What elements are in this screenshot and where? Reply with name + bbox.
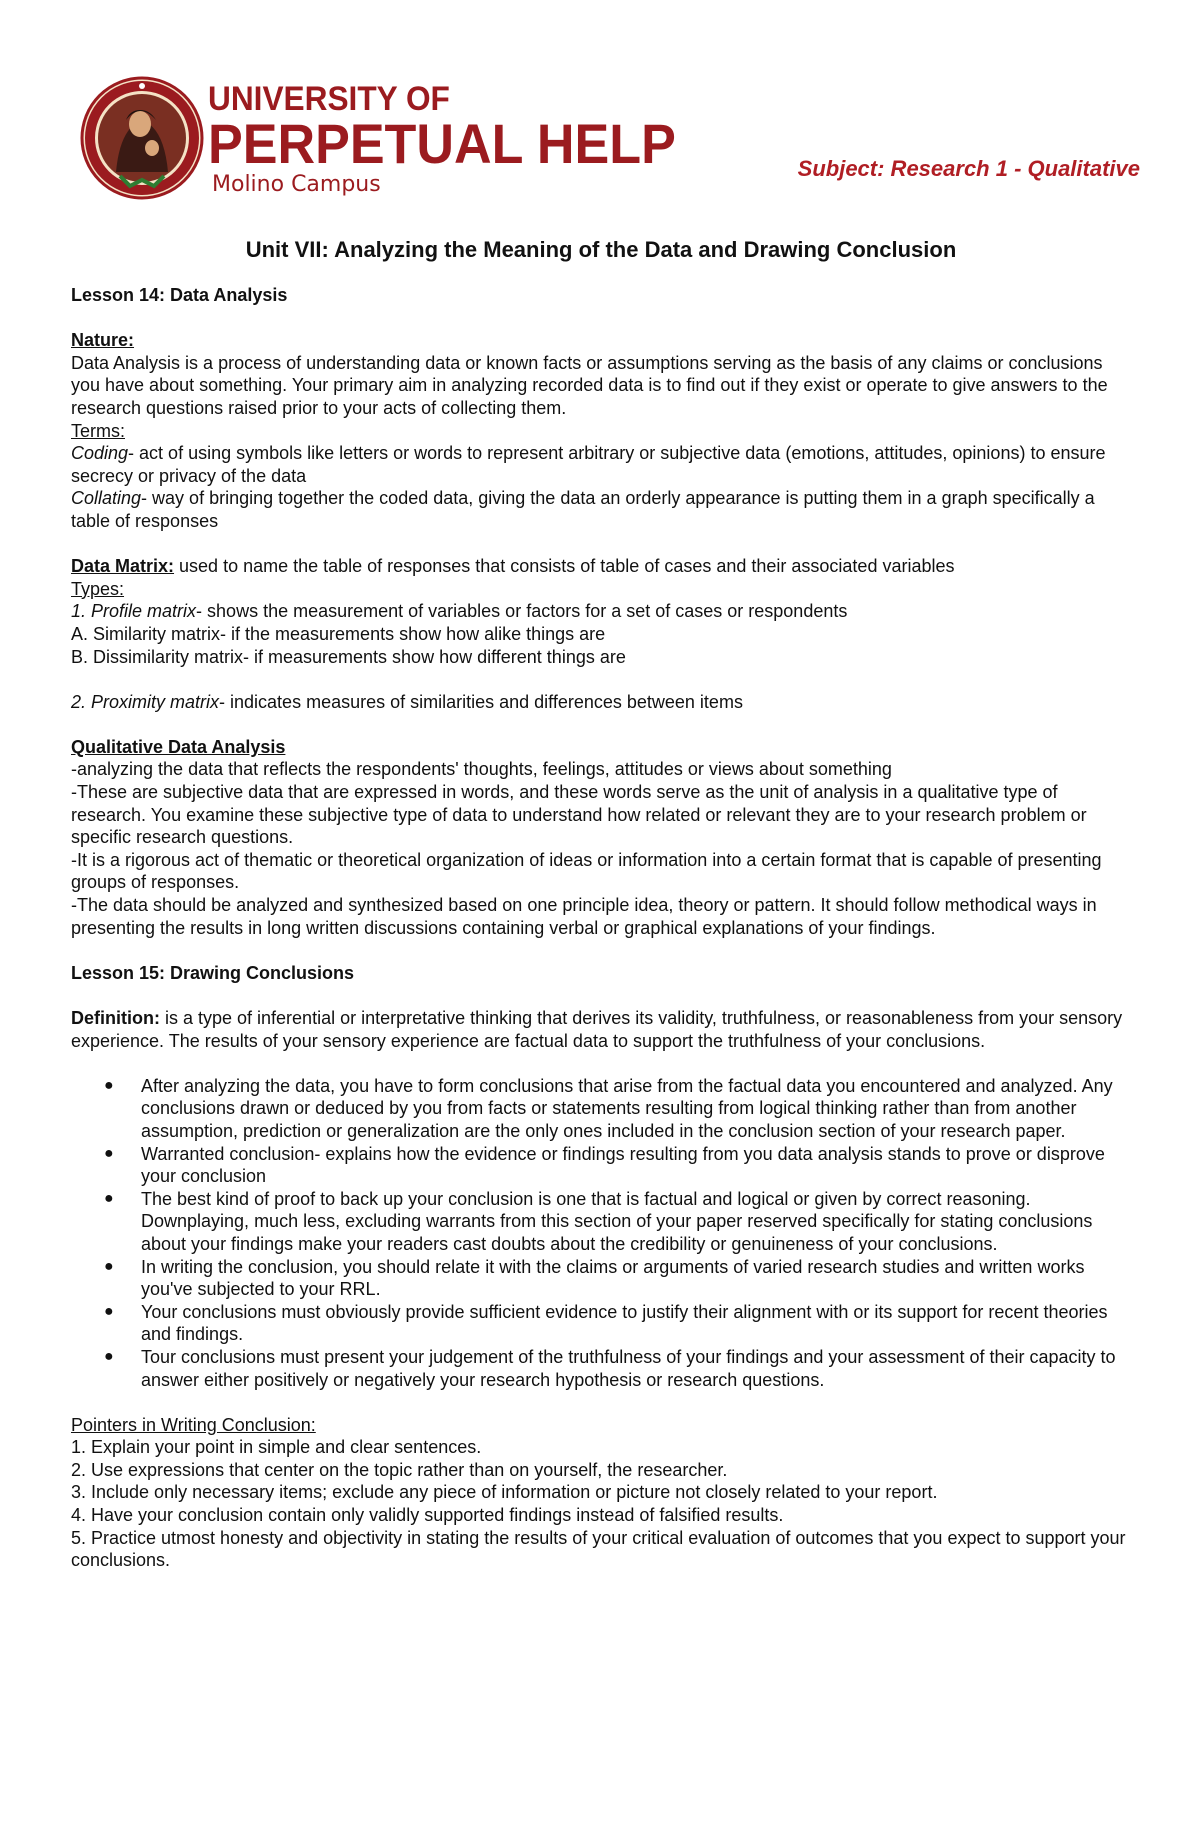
data-matrix-label: Data Matrix:	[71, 556, 175, 577]
qda-line: -analyzing the data that reflects the respondents' thoughts, feelings, attitudes or views about something	[71, 759, 892, 780]
lesson-14-heading: Lesson 14: Data Analysis	[71, 285, 288, 305]
profile-matrix-term: 1. Profile matrix	[71, 601, 197, 622]
unit-title: Unit VII: Analyzing the Meaning of the Data and Drawing Conclusion	[245, 237, 957, 262]
proximity-matrix-text: - indicates measures of similarities and differences between items	[219, 691, 743, 712]
bullet-icon: ●	[104, 1076, 114, 1094]
bullet-text: Tour conclusions must present your judgement of the truthfulness of your findings and your assessment of their capacity to answer either positively or negatively your research hypothesis or research questions.	[141, 1346, 1116, 1390]
lesson-15-heading: Lesson 15: Drawing Conclusions	[71, 962, 355, 983]
university-logo	[208, 82, 711, 198]
nature-text: Data Analysis is a process of understanding data or known facts or assumptions serving as the basis of any claims or conclusions you have about something. Your primary aim in analyzing recorded data is to find out if they exist or operate to give answers to the research questions raised prior to your acts of collecting them.	[71, 352, 1108, 418]
pointer-item: 1. Explain your point in simple and clear sentences.	[71, 1437, 482, 1458]
bullet-icon: ●	[104, 1302, 114, 1320]
logo-line-university: UNIVERSITY OF	[208, 80, 450, 118]
profile-matrix-text: - shows the measurement of variables or factors for a set of cases or respondents	[196, 601, 848, 622]
collating-definition	[71, 487, 1131, 532]
conclusion-bullet-list	[71, 1075, 1131, 1391]
coding-definition	[71, 442, 1131, 487]
header	[80, 76, 1140, 206]
list-item	[71, 1301, 1131, 1346]
similarity-matrix: A. Similarity matrix- if the measurements show how alike things are	[71, 623, 606, 644]
logo-line-campus: Molino Campus	[212, 172, 381, 197]
definition-label: Definition:	[71, 1008, 160, 1028]
university-seal-icon	[80, 76, 204, 200]
data-matrix-text: used to name the table of responses that consists of table of cases and their associated variables	[174, 556, 955, 577]
profile-matrix	[71, 600, 1131, 623]
bullet-text: After analyzing the data, you have to form conclusions that arise from the factual data you encountered and analyzed. Any conclusions drawn or deduced by you from facts or statements resulting from logical thinking rather than from another assumption, prediction or generalization are the only ones included in the conclusion section of your research paper.	[141, 1075, 1113, 1141]
collating-text: - way of bringing together the coded data, giving the data an orderly appearance is putting them in a graph specifically a table of responses	[71, 488, 1095, 531]
bullet-text: Your conclusions must obviously provide sufficient evidence to justify their alignment with or its support for recent theories and findings.	[141, 1301, 1108, 1345]
pointer-item: 4. Have your conclusion contain only validly supported findings instead of falsified results.	[71, 1505, 784, 1526]
bullet-icon: ●	[104, 1144, 114, 1162]
pointers-label: Pointers in Writing Conclusion:	[71, 1414, 316, 1435]
coding-text: - act of using symbols like letters or words to represent arbitrary or subjective data (emotions, attitudes, opinions) to ensure secrecy or privacy of the data	[71, 443, 1106, 486]
definition-text: is a type of inferential or interpretative thinking that derives its validity, truthfulness, or reasonableness from your sensory experience. The results of your sensory experience are factual data to support the truthfulness of your conclusions.	[71, 1008, 1123, 1051]
qda-line: -These are subjective data that are expressed in words, and these words serve as the unit of analysis in a qualitative type of research. You examine these subjective type of data to understand how related or relevant they are to your research problem or specific research questions.	[71, 782, 1087, 848]
pointer-item: 5. Practice utmost honesty and objectivity in stating the results of your critical evaluation of outcomes that you expect to support your conclusions.	[71, 1527, 1126, 1571]
pointer-item: 3. Include only necessary items; exclude any piece of information or picture not closely related to your report.	[71, 1482, 938, 1503]
coding-term: Coding	[71, 443, 129, 464]
list-item	[71, 1188, 1131, 1256]
types-label: Types:	[71, 578, 125, 599]
nature-label: Nature:	[71, 330, 135, 351]
terms-label: Terms:	[71, 420, 125, 441]
proximity-matrix	[71, 691, 1131, 714]
data-matrix-definition	[71, 555, 1131, 578]
qda-line: -The data should be analyzed and synthesized based on one principle idea, theory or pattern. It should follow methodical ways in presenting the results in long written discussions containing verbal or graphical explanations of your findings.	[71, 895, 1097, 938]
collating-term: Collating	[71, 488, 142, 509]
pointer-item: 2. Use expressions that center on the topic rather than on yourself, the researcher.	[71, 1459, 728, 1480]
list-item	[71, 1346, 1131, 1391]
list-item	[71, 1143, 1131, 1188]
bullet-text: The best kind of proof to back up your conclusion is one that is factual and logical or given by correct reasoning. Downplaying, much less, excluding warrants from this section of your paper reserved specifically for stating conclusions about your findings make your readers cast doubts about the credibility or genuineness of your conclusions.	[141, 1188, 1093, 1254]
definition-paragraph	[71, 1007, 1131, 1052]
bullet-text: Warranted conclusion- explains how the evidence or findings resulting from you data analysis stands to prove or disprove your conclusion	[141, 1143, 1105, 1187]
dissimilarity-matrix: B. Dissimilarity matrix- if measurements show how different things are	[71, 646, 626, 667]
bullet-icon: ●	[104, 1347, 114, 1365]
list-item	[71, 1256, 1131, 1301]
logo-line-perpetual-help: PERPETUAL HELP	[208, 112, 676, 175]
subject-label: Subject: Research 1 - Qualitative	[797, 156, 1140, 181]
bullet-text: In writing the conclusion, you should relate it with the claims or arguments of varied research studies and written works you've subjected to your RRL.	[141, 1256, 1085, 1300]
qda-line: -It is a rigorous act of thematic or theoretical organization of ideas or information into a certain format that is capable of presenting groups of responses.	[71, 849, 1102, 893]
proximity-matrix-term: 2. Proximity matrix	[71, 691, 220, 712]
qda-label: Qualitative Data Analysis	[71, 736, 286, 757]
document-body	[71, 236, 1131, 1572]
bullet-icon: ●	[104, 1189, 114, 1207]
bullet-icon: ●	[104, 1257, 114, 1275]
list-item	[71, 1075, 1131, 1143]
